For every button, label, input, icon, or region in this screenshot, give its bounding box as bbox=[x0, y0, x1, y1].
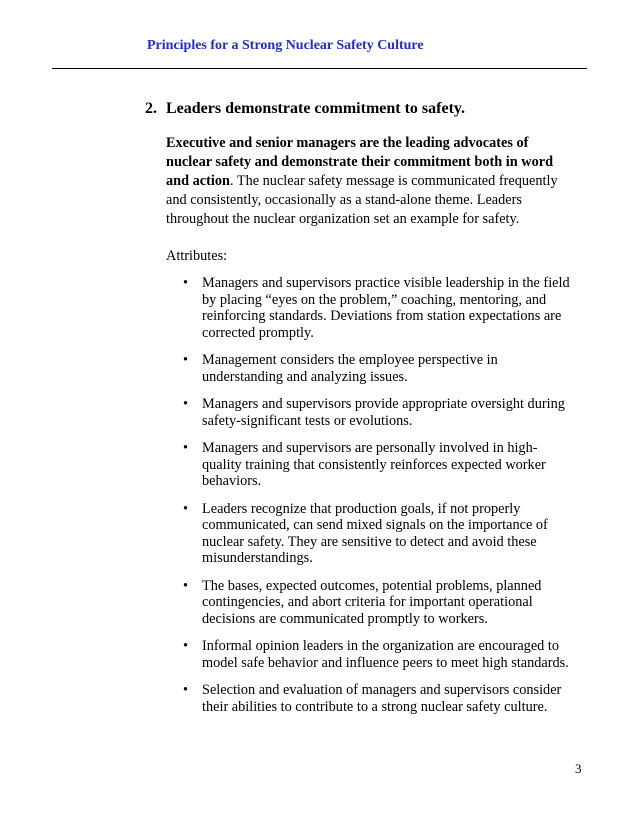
attribute-text: Selection and evaluation of managers and supervisors consider their abilities to contribute to a strong nuclear safety culture. bbox=[202, 682, 562, 715]
attributes-label: Attributes: bbox=[166, 248, 228, 264]
intro-bold-statement: Executive and senior managers are the leading advocates of nuclear safety and demonstrate their commitment both in word and action bbox=[166, 135, 554, 189]
intro-paragraph bbox=[166, 134, 575, 229]
bullet-icon: • bbox=[183, 275, 189, 291]
page-number: 3 bbox=[575, 761, 582, 776]
intro-bold-period: . bbox=[229, 173, 234, 189]
attribute-text: Managers and supervisors are personally involved in high-quality training that consistently reinforces expected worker behaviors. bbox=[202, 440, 546, 489]
bullet-icon: • bbox=[183, 440, 189, 456]
attribute-text: Managers and supervisors practice visible leadership in the field by placing “eyes on the problem,” coaching, mentoring, and reinforcing standards. Deviations from station expectations are corrected promptly. bbox=[202, 275, 570, 341]
list-item bbox=[145, 396, 575, 429]
attribute-text: Management considers the employee perspective in understanding and analyzing issues. bbox=[202, 352, 498, 385]
bullet-icon: • bbox=[183, 396, 189, 412]
list-item bbox=[145, 682, 575, 715]
bullet-icon: • bbox=[183, 500, 189, 517]
attribute-text: The bases, expected outcomes, potential problems, planned contingencies, and abort criteria for important operational decisions are communicated promptly to workers. bbox=[202, 577, 542, 627]
attribute-text: Managers and supervisors provide appropriate oversight during safety-significant tests or evolutions. bbox=[202, 396, 565, 429]
attribute-text: Informal opinion leaders in the organization are encouraged to model safe behavior and influence peers to meet high standards. bbox=[202, 638, 569, 671]
attributes-list bbox=[145, 275, 575, 715]
list-item bbox=[145, 440, 575, 490]
list-item bbox=[145, 501, 575, 567]
attribute-text: Leaders recognize that production goals, if not properly communicated, can send mixed signals on the importance of nuclear safety. They are sensitive to detect and avoid these misunderstandings. bbox=[202, 500, 548, 566]
bullet-icon: • bbox=[183, 577, 189, 594]
section-title-text: Leaders demonstrate commitment to safety. bbox=[166, 100, 466, 117]
section-number: 2. bbox=[145, 100, 157, 117]
intro-body-text: The nuclear safety message is communicated frequently and consistently, occasionally as a stand-alone theme. Leaders throughout the nuclear organization set an example for safety. bbox=[166, 173, 558, 227]
bullet-icon: • bbox=[183, 682, 189, 698]
list-item bbox=[145, 638, 575, 671]
principle-section bbox=[145, 99, 575, 726]
bullet-icon: • bbox=[183, 352, 189, 368]
list-item bbox=[145, 275, 575, 341]
header-divider bbox=[52, 68, 587, 69]
list-item bbox=[145, 352, 575, 385]
list-item bbox=[145, 578, 575, 628]
section-title bbox=[145, 99, 575, 119]
bullet-icon: • bbox=[183, 638, 189, 654]
running-header: Principles for a Strong Nuclear Safety Culture bbox=[147, 38, 424, 53]
